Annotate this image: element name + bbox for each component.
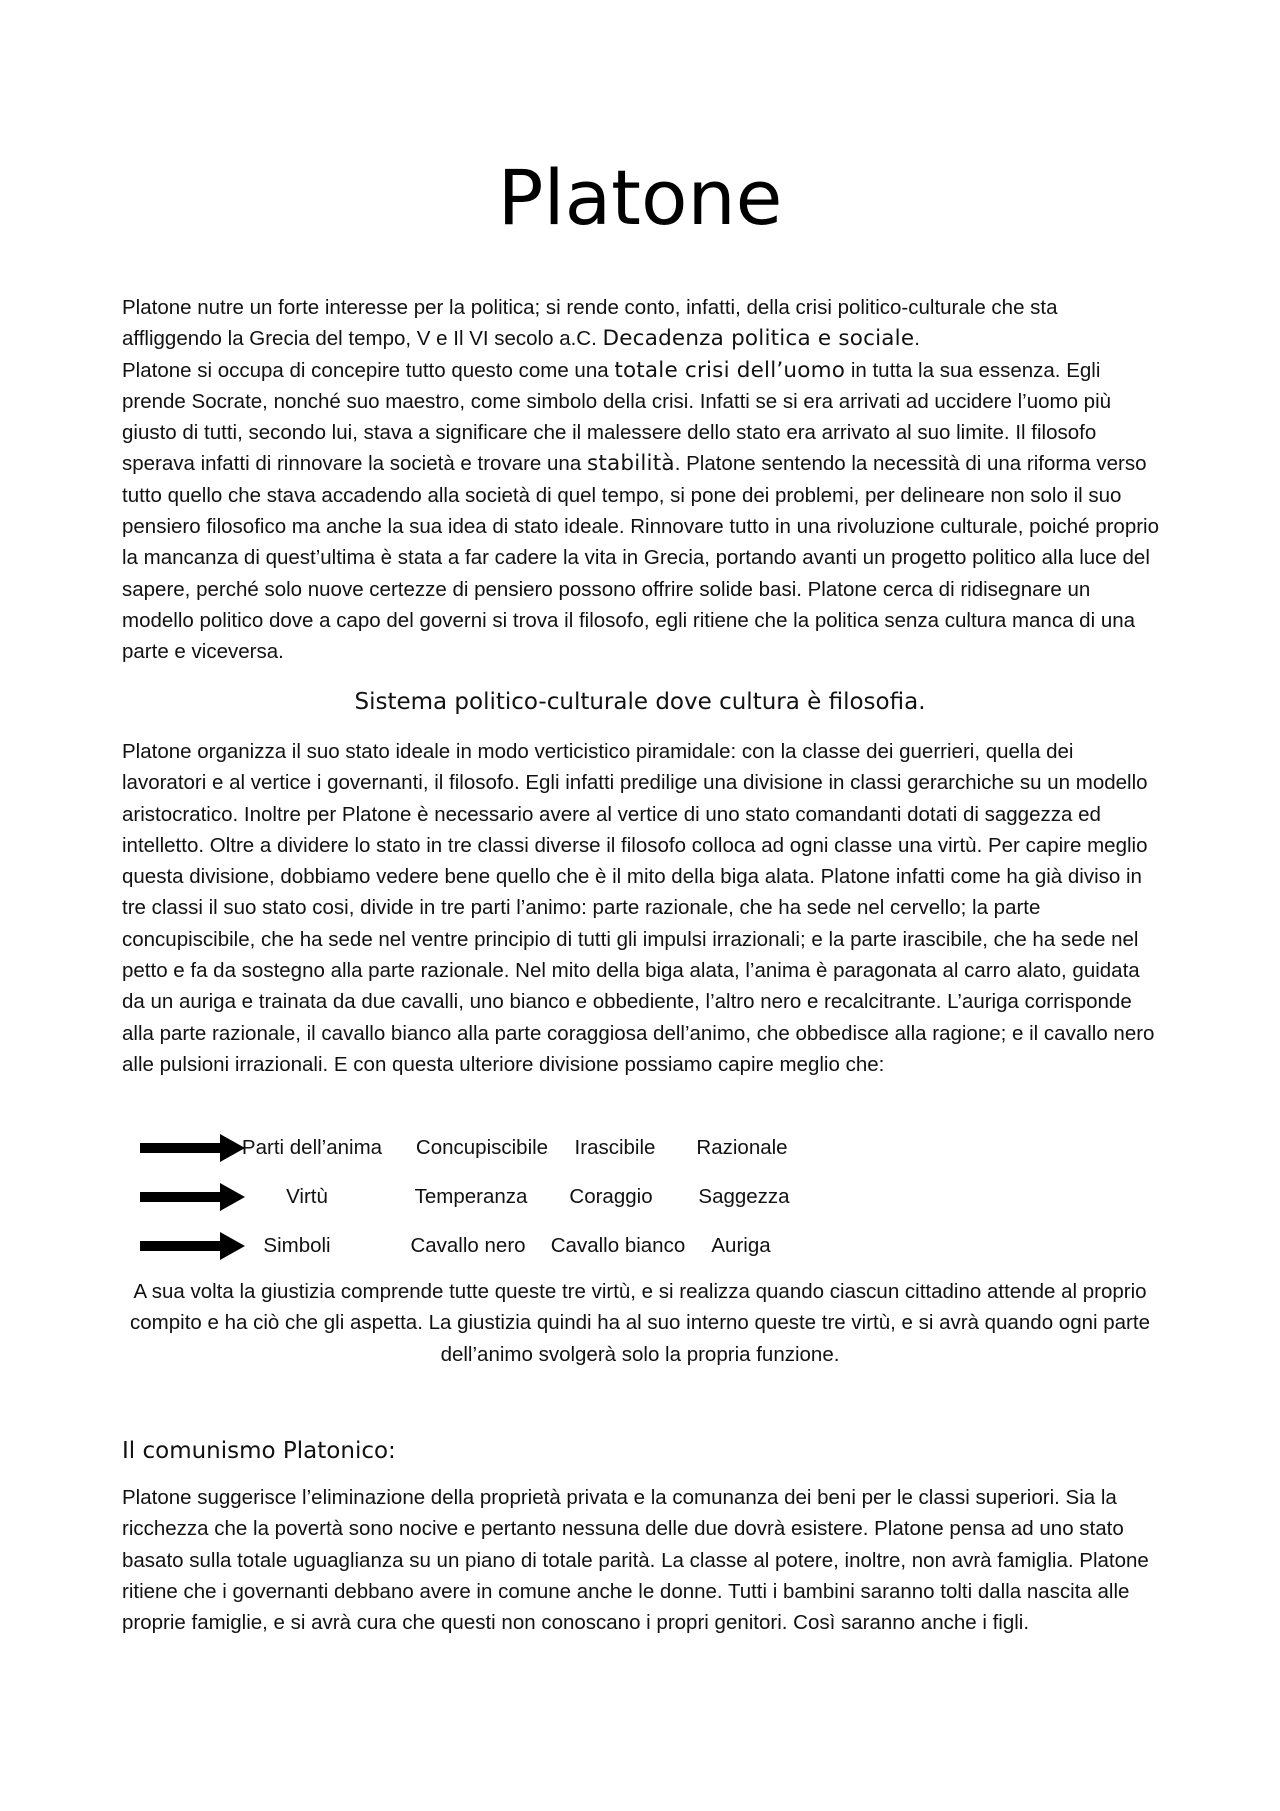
table-cell: Irascibile	[574, 1136, 656, 1159]
right-arrow-icon	[140, 1232, 245, 1260]
table-row	[0, 1226, 1280, 1266]
justice-paragraph: A sua volta la giustizia comprende tutte queste tre virtù, e si realizza quando ciascun cittadino attende al proprio compito e ha ciò che gli aspetta. La giustizia quindi ha al suo interno queste tre virtù, e si avrà quando ogni parte dell’animo svolgerà solo la propria funzione.	[130, 1280, 1150, 1366]
intro-paragraph-1	[122, 292, 1162, 355]
row-label: Virtù	[286, 1185, 328, 1208]
emphasis-decadenza: Decadenza politica e sociale	[602, 326, 915, 352]
row-label: Simboli	[263, 1234, 331, 1257]
table-cell: Temperanza	[414, 1185, 528, 1208]
right-arrow-icon	[140, 1134, 245, 1162]
table-cell: Coraggio	[569, 1185, 653, 1208]
emphasis-stabilita: stabilità	[586, 451, 675, 477]
intro-text: in tutta la sua essenza. Egli prende Socrate, nonché suo maestro, come simbolo della crisi. Infatti se si era arrivati ad uccidere l’uomo più giusto di tutti, secondo lui, stava a significare che il malessere dello stato era arrivato al suo limite. Il filosofo sperava infatti di rinnovare la società e trovare una	[122, 358, 1112, 476]
right-arrow-icon	[140, 1183, 245, 1211]
table-cell: Cavallo bianco	[550, 1234, 686, 1257]
intro-text: . Platone sentendo la necessità di una riforma verso tutto quello che stava accadendo alla società di quel tempo, si pone dei problemi, per delineare non solo il suo pensiero filosofico ma anche la sua idea di stato ideale. Rinnovare tutto in una rivoluzione culturale, poiché proprio la mancanza di quest’ultima è stata a far cadere la vita in Grecia, portando avanti un progetto politico alla luce del sapere, perché solo nuove certezze di pensiero possono offrire solide basi. Platone cerca di ridisegnare un modello politico dove a capo del governi si trova il filosofo, egli ritiene che la politica senza cultura manca di una parte e viceversa.	[122, 452, 1160, 664]
comunismo-heading: Il comunismo Platonico:	[122, 1438, 396, 1464]
table-cell: Saggezza	[698, 1185, 790, 1208]
table-row	[0, 1128, 1280, 1168]
state-paragraph: Platone organizza il suo stato ideale in modo verticistico piramidale: con la classe dei guerrieri, quella dei lavoratori e al vertice i governanti, il filosofo. Egli infatti predilige una divisione in classi gerarchiche su un modello aristocratico. Inoltre per Platone è necessario avere al vertice di uno stato comandanti dotati di saggezza ed intelletto. Oltre a dividere lo stato in tre classi diverse il filosofo colloca ad ogni classe una virtù. Per capire meglio questa divisione, dobbiamo vedere bene quello che è il mito della biga alata. Platone infatti come ha già diviso in tre classi il suo stato cosi, divide in tre parti l’animo: parte razionale, che ha sede nel cervello; la parte concupiscibile, che ha sede nel ventre principio di tutti gli impulsi irrazionali; e la parte irascibile, che ha sede nel petto e fa da sostegno alla parte razionale. Nel mito della biga alata, l’anima è paragonata al carro alato, guidata da un auriga e trainata da due cavalli, uno bianco e obbediente, l’altro nero e recalcitrante. L’auriga corrisponde alla parte razionale, il cavallo bianco alla parte coraggiosa dell’animo, che obbedisce alla ragione; e il cavallo nero alle pulsioni irrazionali. E con questa ulteriore divisione possiamo capire meglio che:	[122, 740, 1155, 1076]
table-cell: Concupiscibile	[415, 1136, 549, 1159]
table-cell: Razionale	[696, 1136, 788, 1159]
state-section	[122, 736, 1162, 1080]
table-row	[0, 1177, 1280, 1217]
page-title: Platone	[497, 153, 783, 242]
row-label: Parti dell’anima	[241, 1136, 383, 1159]
justice-section	[130, 1276, 1150, 1370]
comunismo-section	[122, 1482, 1162, 1638]
table-cell: Cavallo nero	[410, 1234, 526, 1257]
emphasis-crisi: totale crisi dell’uomo	[614, 357, 846, 383]
intro-section	[122, 292, 1162, 668]
comunismo-paragraph: Platone suggerisce l’eliminazione della proprietà privata e la comunanza dei beni per le classi superiori. Sia la ricchezza che la povertà sono nocive e pertanto nessuna delle due dovrà esistere. Platone pensa ad uno stato basato sulla totale uguaglianza su un piano di totale parità. La classe al potere, inoltre, non avrà famiglia. Platone ritiene che i governanti debbano avere in comune anche le donne. Tutti i bambini saranno tolti dalla nascita alle proprie famiglie, e si avrà cura che questi non conoscano i propri genitori. Così saranno anche i figli.	[122, 1486, 1149, 1635]
intro-text: .	[914, 327, 920, 351]
intro-paragraph-2	[122, 355, 1162, 668]
intro-text: Platone si occupa di concepire tutto questo come una	[122, 358, 615, 382]
intro-text: Platone nutre un forte interesse per la politica; si rende conto, infatti, della crisi politico-culturale che sta affliggendo la Grecia del tempo, V e Il VI secolo a.C.	[122, 296, 1058, 351]
table-cell: Auriga	[711, 1234, 771, 1257]
section-subtitle: Sistema politico-culturale dove cultura è filosofia.	[354, 689, 926, 715]
